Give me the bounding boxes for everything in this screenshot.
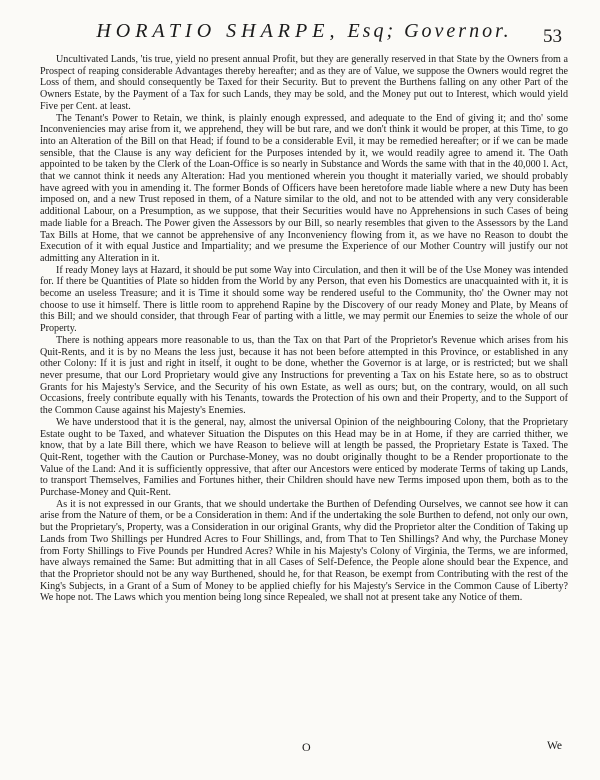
signature-mark: O bbox=[302, 740, 311, 754]
running-title-rest: Esq; Governor. bbox=[347, 20, 512, 42]
page-footer bbox=[40, 740, 568, 756]
running-title bbox=[96, 20, 511, 42]
paragraph-ready-money: If ready Money lays at Hazard, it should be put some Way into Circulation, and then it will be of the Use Money was intended for. If there be Quantities of Plate so hidden from the World by any Person, that even his Domestics are unacquainted with it, it is become an useless Treasure; and it is Time it should some way be rendered useful to the Community, tho' the Owner may not choose to use it himself. There is little room to apprehend Rapine by the Discovery of our ready Money and Plate, by Means of this Bill; and we should consider, that through Fear of parting with a little, we may permit our Enemies to seize the whole of our Property. bbox=[40, 264, 568, 335]
paragraph-defending-ourselves: As it is not expressed in our Grants, that we should undertake the Burthen of Defending Ourselves, we cannot see how it can arise from the Nature of them, or be a Consideration in them: And if the undertaking the sole Burthen to defend, not only our own, but the Proprietary's, Property, was a Consideration in our original Grants, why did the Proprietor alter the Condition of Taking up Lands from Two Shillings per Hundred Acres to Four Shillings, and, from That to Ten Shillings? And why, the Purchase Money from Forty Shillings to Five Pounds per Hundred Acres? While in his Majesty's Colony of Virginia, the Terms, we are informed, have always remained the Same: But admitting that in all Cases of Self-Defence, the People alone should bear the Expence, and that the Proprietor should not be any way Burthened, should he, for that Reason, be exempt from Contributing with the rest of the King's Subjects, in a Grant of a Sum of Money to be applied chiefly for his Majesty's Service in the Common Cause of Liberty? We hope not. The Laws which you mention being long since Repealed, we shall not at present take any Notice of them. bbox=[40, 498, 568, 604]
paragraph-quit-rents: There is nothing appears more reasonable to us, than the Tax on that Part of the Proprietor's Revenue which arises from his Quit-Rents, and it is by no Means the less just, because it has not been before attempted in this Province, or established in any other Colony: If it is just and right in itself, it ought to be done, whether the Governor is at large, or is restricted; but we shall never presume, that our Lord Proprietary would give any Instructions for preventing a Tax on his Estate here, so as to obstruct Grants for his Majesty's Service, and the Security of his own Estate, as well as ours; but, on the contrary, would, on all such Occasions, freely contribute equally with his Tenants, towards the Protection of his own and their Property, and to the Support of the Common Cause against his Majesty's Enemies. bbox=[40, 334, 568, 417]
page-number: 53 bbox=[543, 26, 562, 47]
paragraph-uncultivated-lands: Uncultivated Lands, 'tis true, yield no present annual Profit, but they are generally reserved in that State by the Owners from a Prospect of reaping considerable Advantages thereby hereafter; and as they are of Value, we suppose the Owners would regret the Loss of them, and should consequently be Taxed for their Security. But to prevent the Burthens falling on any other Part of the Owners Estate, by the Payment of a Tax for such Lands, they may be sold, and the Money put out to Interest, which would yield Five per Cent. at least. bbox=[40, 54, 568, 112]
body-text bbox=[40, 54, 568, 604]
paragraph-neighbouring-colony: We have understood that it is the general, nay, almost the universal Opinion of the neighbouring Colony, that the Proprietary Estate ought to be Taxed, and whatever Situation the Disputes on this Head may be in at Home, if they are carried thither, we know, that by a late Bill there, which we have Reason to believe will at length be passed, the Proprietary Estate is Taxed. The Quit-Rent, together with the Caution or Purchase-Money, was no doubt originally thought to be a Render proportionate to the Value of the Land: And it is sufficiently oppressive, that after our Ancestors were enticed by moderate Terms of taking up Lands, to transport Themselves, Families and Fortunes hither, their Children should have new Terms imposed upon them, both as to the Purchase-Money and Quit-Rent. bbox=[40, 416, 568, 499]
running-header bbox=[40, 10, 568, 54]
paragraph-tenants-power: The Tenant's Power to Retain, we think, is plainly enough expressed, and adequate to the End of giving it; and tho' some Inconveniencies may arise from it, we apprehend, they will be but rare, and we don't think it would be proper, at this Time, to go into an Alteration of the Bill on that Head; if found to be a considerable Evil, it may be remedied hereafter; or if we can be made sensible, that the Clause is any way deficient for the Purposes intended by it, we would readily agree to amend it. The Oath appointed to be taken by the Clerk of the Loan-Office is so nearly in Substance and Words the same with that in the 40,000 l. Act, that we cannot think it needs any Alteration: Had you mentioned wherein you thought it materially varied, we should probably have agreed with you in amending it. The former Bonds of Officers have been heretofore made liable where a new Duty has been imposed on, and a new Trust reposed in them, of a Nature similar to the old, and not to be attended with any very considerable additional Labour, on a Presumption, as we suppose, that their Securities would have no Apprehensions in such Cases of being made liable for a Breach. The Power given the Assessors by our Bill, so nearly resembles that given to the Assessors by the Land Tax Bills at Home, that we cannot be apprehensive of any Inconveniency flowing from it, as we have no Reason to doubt the Execution of it with equal Justice and Impartiality; and we presume the Experience of our Mother Country will justify our not admitting any Alteration in it. bbox=[40, 112, 568, 264]
catchword: We bbox=[546, 740, 562, 752]
running-title-name: HORATIO SHARPE, bbox=[96, 20, 340, 42]
